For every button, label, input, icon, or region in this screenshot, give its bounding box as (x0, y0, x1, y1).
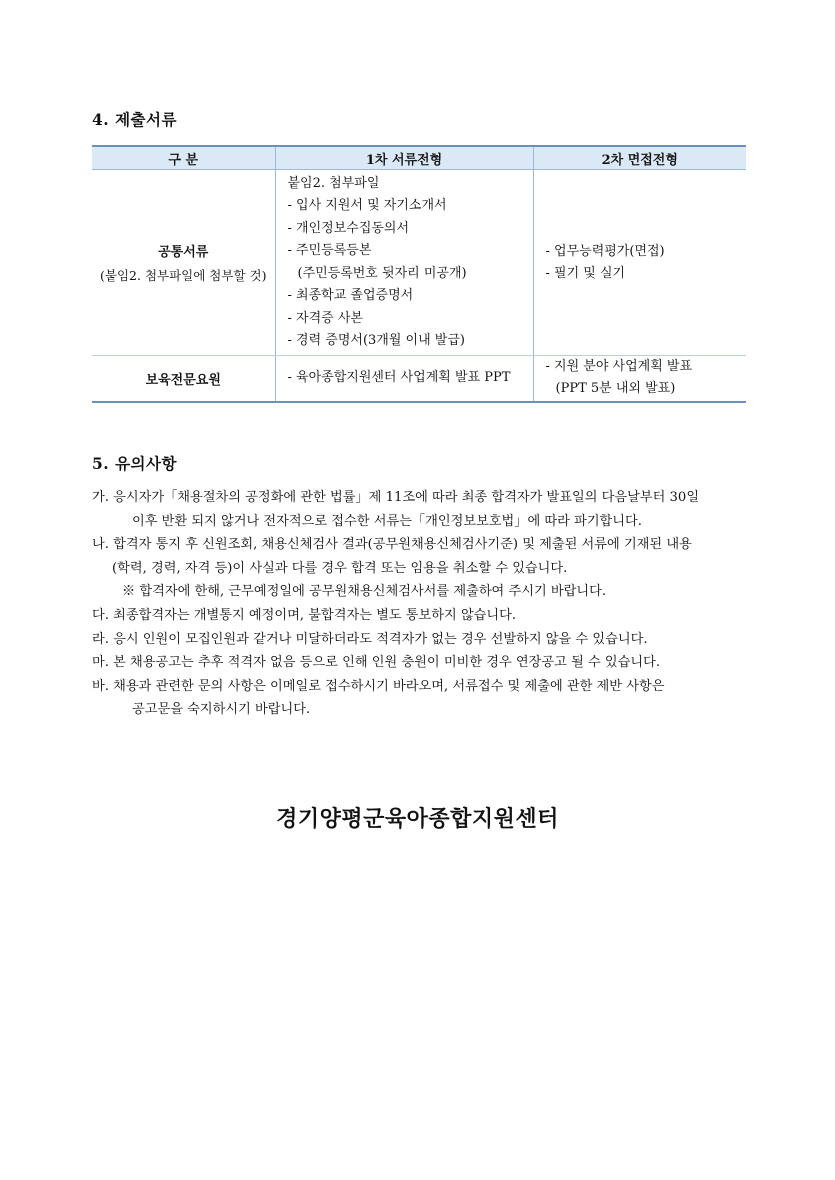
category-note: (붙임2. 첨부파일에 첨부할 것) (100, 268, 267, 283)
documents-table (92, 145, 746, 403)
table-header-second-stage: 2차 면접전형 (533, 146, 746, 170)
note-line: 가. 응시자가「채용절차의 공정화에 관한 법률」제 11조에 따라 최종 합격자가 발표일의 다음날부터 30일 (92, 490, 700, 505)
note-item-ma (92, 651, 752, 675)
table-header-first-stage: 1차 서류전형 (275, 146, 533, 170)
first-stage-cell (275, 356, 533, 402)
list-item: (주민등록번호 뒷자리 미공개) (297, 265, 467, 281)
organization-name: 경기양평군육아종합지원센터 (276, 807, 559, 832)
note-line: 바. 채용과 관련한 문의 사항은 이메일로 접수하시기 바라오며, 서류접수 및 제출에 관한 제반 사항은 (92, 678, 665, 694)
note-item-na (92, 533, 752, 604)
note-line: 나. 합격자 통지 후 신원조회, 채용신체검사 결과(공무원채용신체검사기준) 및 제출된 서류에 기재된 내용 (92, 537, 692, 553)
list-item: - 최종학교 졸업증명서 (287, 288, 414, 303)
note-continuation: 이후 반환 되지 않거나 전자적으로 접수한 서류는「개인정보보호법」에 따라 파기합니다. (132, 513, 642, 529)
list-item: - 육아종합지원센터 사업계획 발표 PPT (287, 370, 511, 385)
list-item: - 업무능력평가(면접) (545, 243, 665, 259)
list-item: - 자격증 사본 (287, 310, 363, 326)
note-item-da (92, 604, 752, 628)
list-item: - 주민등록등본 (287, 243, 372, 258)
second-stage-cell (533, 170, 746, 356)
notes-list (92, 486, 752, 722)
table-row (92, 170, 746, 356)
list-item: - 경력 증명서(3개월 이내 발급) (287, 333, 465, 348)
category-name: 공통서류 (158, 245, 209, 260)
table-header-row (92, 146, 746, 170)
second-stage-list (534, 241, 747, 285)
note-line: 다. 최종합격자는 개별통지 예정이며, 불합격자는 별도 통보하지 않습니다. (92, 607, 517, 623)
note-item-ba (92, 675, 752, 722)
note-item-ra (92, 628, 752, 652)
note-remark: ※ 합격자에 한해, 근무예정일에 공무원채용신체검사서를 제출하여 주시기 바랍니다. (122, 584, 607, 600)
note-item-ga (92, 486, 752, 533)
note-line: 마. 본 채용공고는 추후 적격자 없음 등으로 인해 인원 충원이 미비한 경우 연장공고 될 수 있습니다. (92, 655, 661, 671)
list-item: (PPT 5분 내외 발표) (555, 381, 676, 397)
list-item: - 지원 분야 사업계획 발표 (545, 359, 693, 375)
first-stage-list (276, 173, 533, 353)
second-stage-list (534, 356, 747, 400)
section-title-notes: 5. 유의사항 (92, 454, 177, 473)
list-item: - 개인정보수집동의서 (287, 220, 410, 236)
list-item: 붙임2. 첨부파일 (287, 175, 380, 191)
category-cell (92, 170, 275, 356)
list-item: - 입사 지원서 및 자기소개서 (287, 198, 447, 213)
table-header-category: 구 분 (92, 146, 275, 170)
first-stage-cell (275, 170, 533, 356)
table-row (92, 356, 746, 402)
first-stage-list (276, 367, 533, 390)
section-title-documents: 4. 제출서류 (92, 110, 177, 129)
note-continuation: 공고문을 숙지하시기 바랍니다. (132, 702, 311, 718)
list-item: - 필기 및 실기 (545, 265, 626, 281)
category-cell (92, 356, 275, 402)
note-line: 라. 응시 인원이 모집인원과 같거나 미달하더라도 적격자가 없는 경우 선발하지 않을 수 있습니다. (92, 631, 648, 647)
category-name: 보육전문요원 (145, 372, 221, 388)
note-continuation: (학력, 경력, 자격 등)이 사실과 다를 경우 합격 또는 임용을 취소할 수 있습니다. (112, 560, 568, 576)
second-stage-cell (533, 356, 746, 402)
